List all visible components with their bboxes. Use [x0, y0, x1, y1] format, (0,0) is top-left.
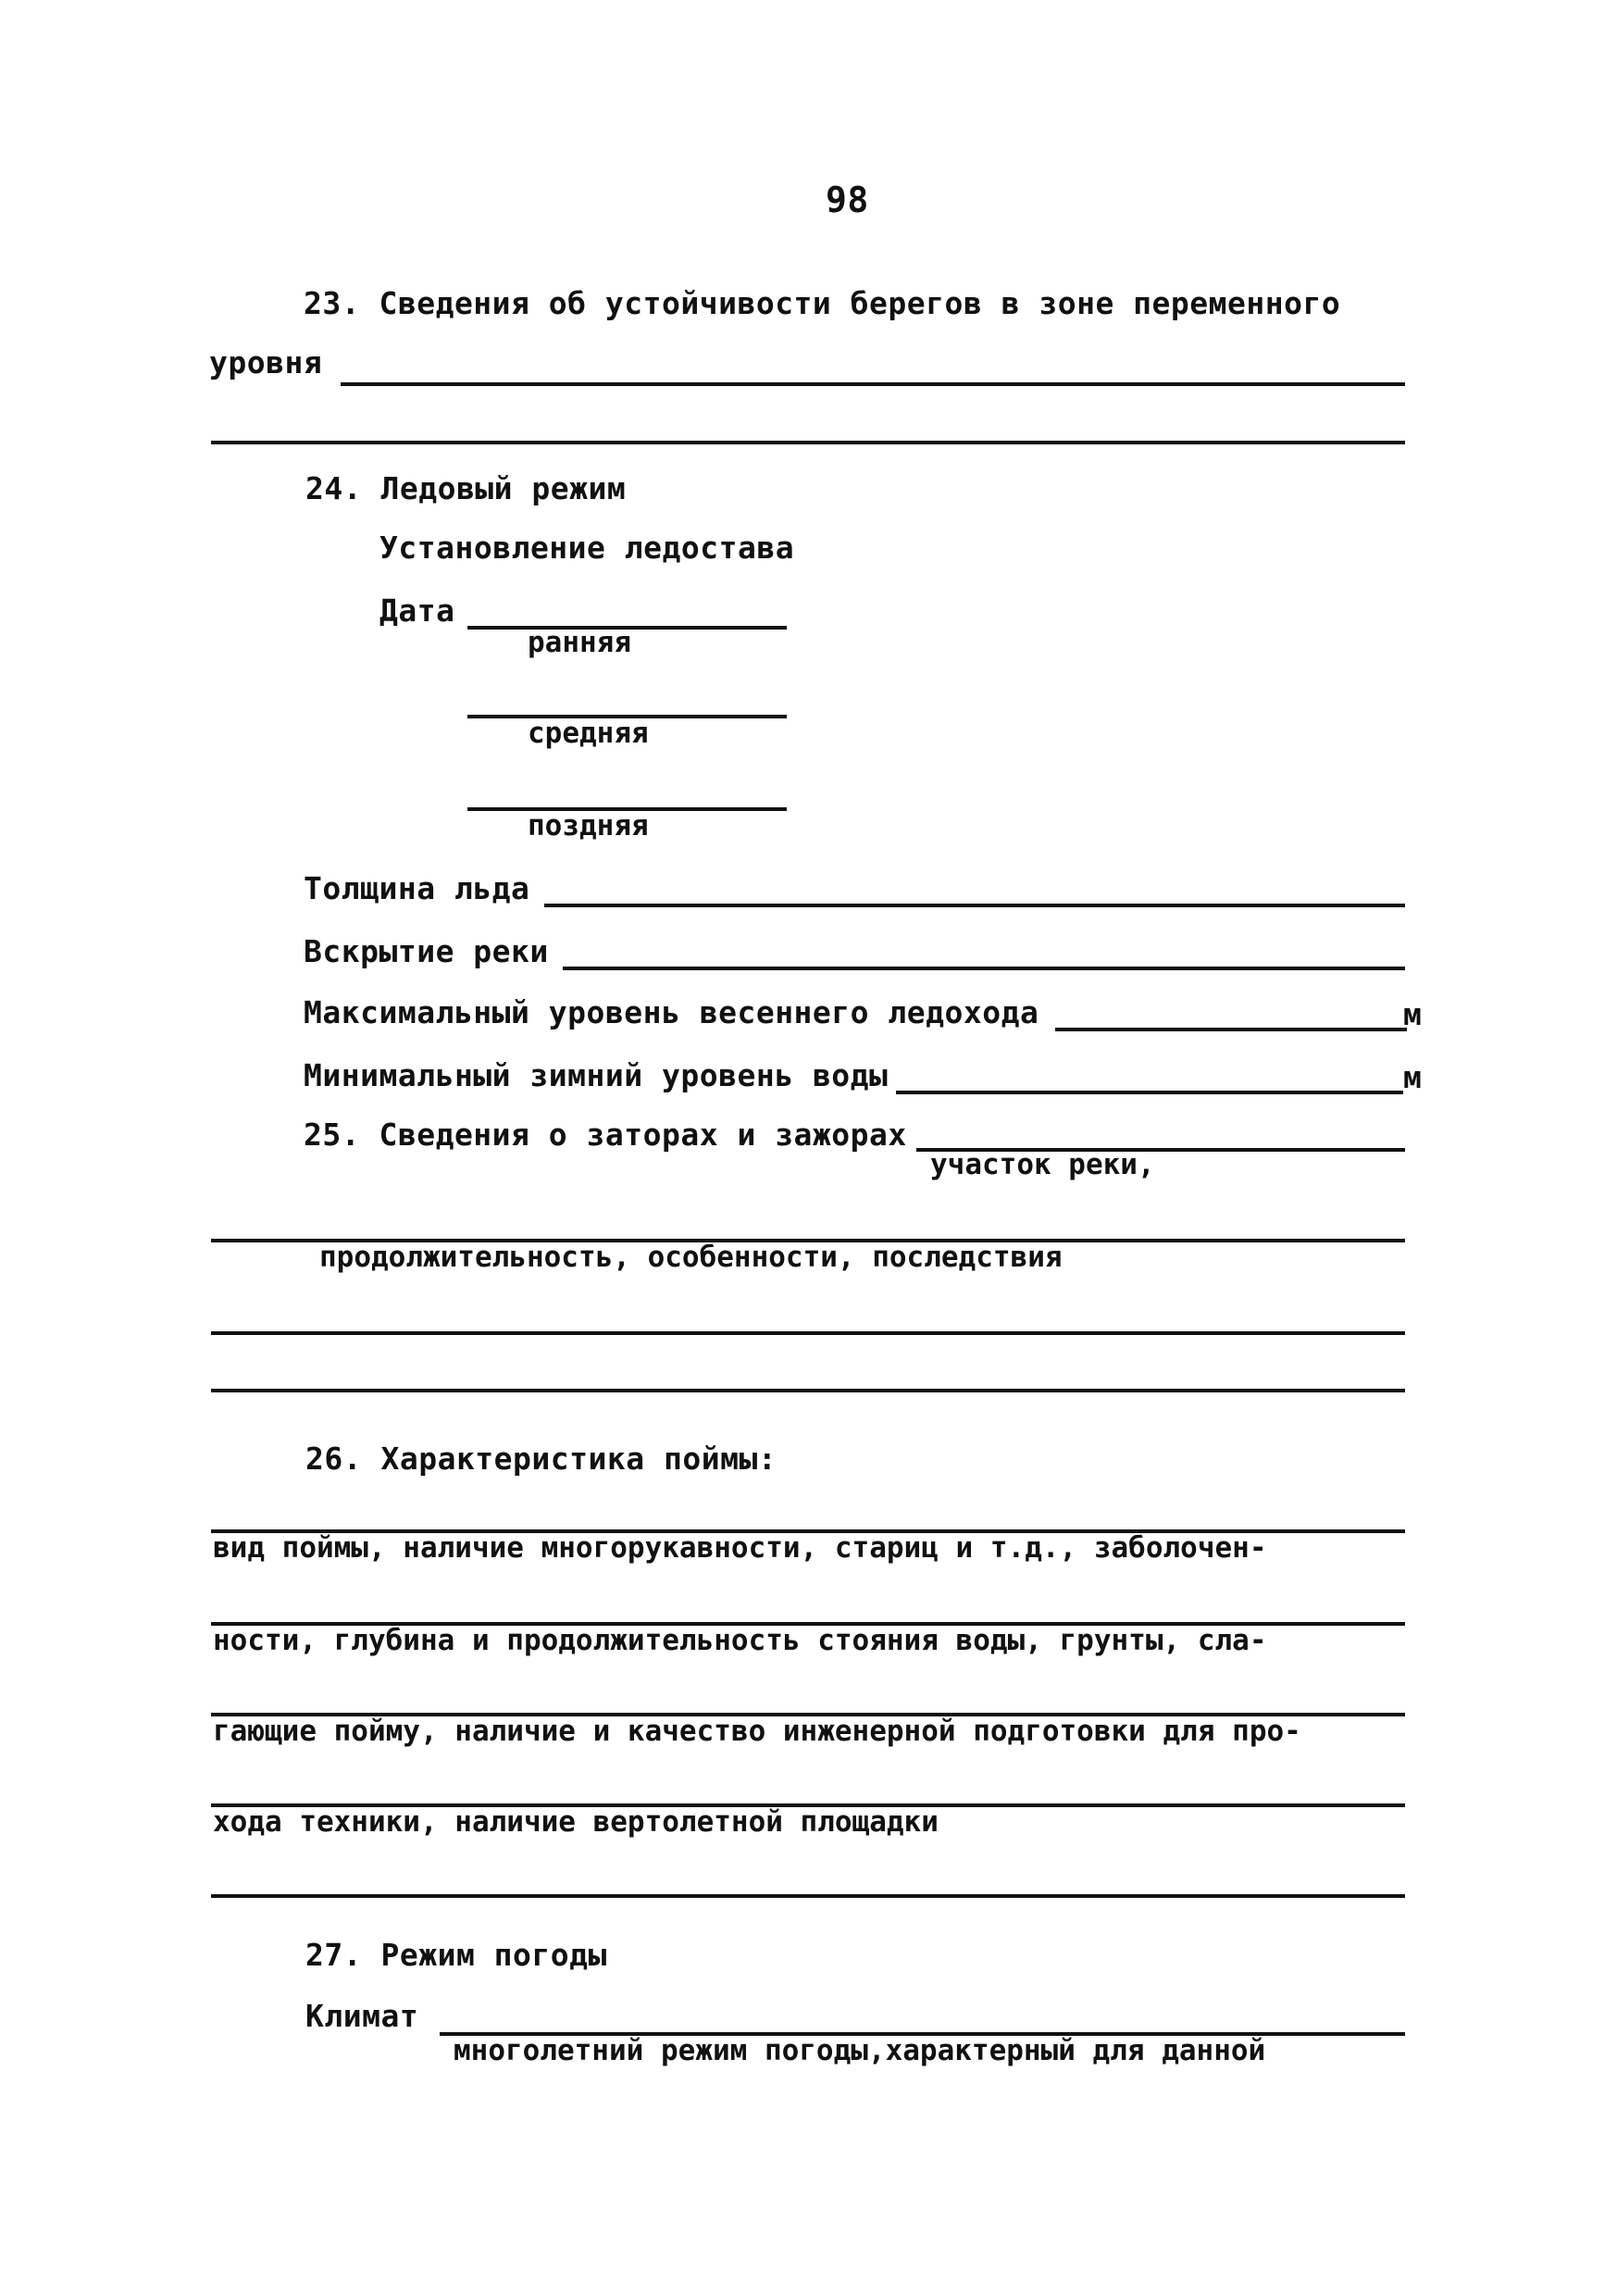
- page-number: 98: [826, 180, 869, 220]
- section-25-answer-line-3[interactable]: [211, 1331, 1405, 1335]
- freeze-up-label: Установление ледостава: [379, 530, 795, 566]
- max-ice-drift-level-unit: м: [1403, 996, 1423, 1032]
- section-26-hint-2: ности, глубина и продолжительность стояния воды, грунты, сла-: [213, 1624, 1267, 1657]
- min-winter-water-level-line[interactable]: [896, 1091, 1403, 1094]
- section-26-heading: 26. Характеристика поймы:: [305, 1441, 777, 1477]
- date-early-caption: ранняя: [528, 626, 631, 659]
- climate-label: Климат: [305, 1998, 419, 2034]
- ice-thickness-line[interactable]: [544, 904, 1405, 907]
- section-27-heading: 27. Режим погоды: [305, 1937, 607, 1973]
- section-25-hint-1: участок реки,: [930, 1148, 1155, 1181]
- breakup-line[interactable]: [563, 967, 1405, 970]
- min-winter-water-level-label: Минимальный зимний уровень воды: [304, 1057, 889, 1093]
- date-late-caption: поздняя: [528, 809, 649, 842]
- date-middle-caption: средняя: [528, 717, 649, 750]
- section-26-answer-line-5[interactable]: [211, 1894, 1405, 1898]
- section-25-heading: 25. Сведения о заторах и зажорах: [304, 1117, 907, 1153]
- max-ice-drift-level-label: Максимальный уровень весеннего ледохода: [304, 994, 1039, 1030]
- section-26-hint-4: хода техники, наличие вертолетной площадки: [213, 1805, 939, 1839]
- section-23-answer-line-1[interactable]: [341, 382, 1405, 386]
- section-24-heading: 24. Ледовый режим: [305, 470, 627, 506]
- section-23-answer-line-2[interactable]: [211, 441, 1405, 444]
- min-winter-water-level-unit: м: [1403, 1059, 1423, 1095]
- section-25-hint-2: продолжительность, особенности, последствия: [319, 1241, 1063, 1274]
- section-25-answer-line-4[interactable]: [211, 1389, 1405, 1392]
- breakup-label: Вскрытие реки: [304, 933, 549, 969]
- section-23-heading: 23. Сведения об устойчивости берегов в зоне переменного: [304, 285, 1341, 321]
- section-26-hint-3: гающие пойму, наличие и качество инженерной подготовки для про-: [213, 1715, 1301, 1748]
- max-ice-drift-level-line[interactable]: [1055, 1028, 1407, 1031]
- section-26-hint-1: вид поймы, наличие многорукавности, стариц и т.д., заболочен-: [213, 1531, 1267, 1565]
- section-23-continuation: уровня: [209, 344, 323, 381]
- date-label: Дата: [379, 593, 455, 629]
- climate-hint: многолетний режим погоды,характерный для данной: [454, 2034, 1266, 2067]
- ice-thickness-label: Толщина льда: [304, 870, 530, 906]
